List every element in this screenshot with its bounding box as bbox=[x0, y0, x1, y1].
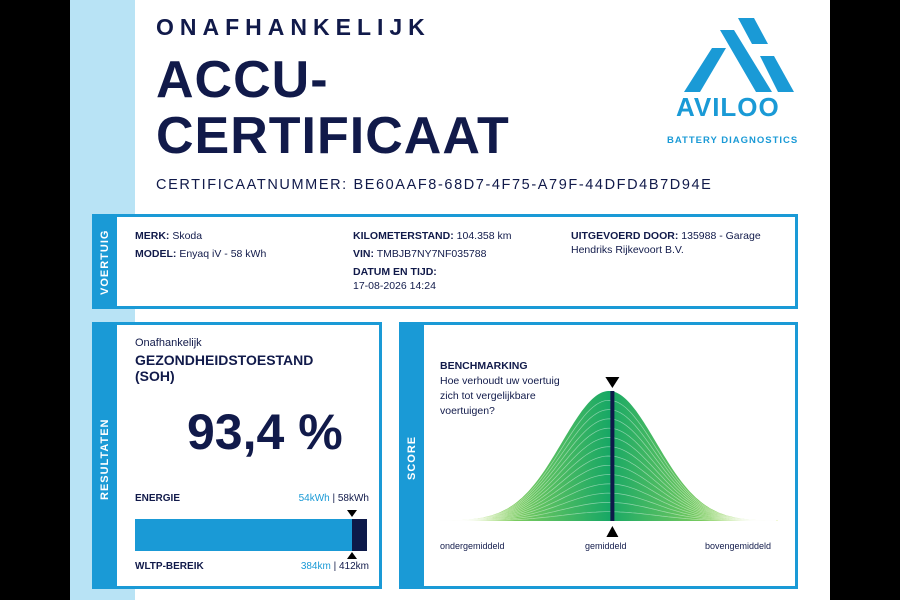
brand-field bbox=[135, 229, 202, 243]
sub-heading: ONAFHANKELIJK bbox=[156, 14, 431, 40]
datetime-label: DATUM EN TIJD: bbox=[353, 266, 437, 278]
model-label: MODEL: bbox=[135, 248, 177, 260]
score-tab-label: SCORE bbox=[406, 435, 418, 480]
energy-total: 58kWh bbox=[337, 493, 369, 504]
axis-label-mid: gemiddeld bbox=[585, 541, 627, 551]
soh-title-line-1: GEZONDHEIDSTOESTAND bbox=[135, 352, 314, 368]
datetime-value: 17-08-2026 14:24 bbox=[353, 280, 436, 292]
vin-label: VIN: bbox=[353, 248, 374, 260]
benchmark-heading: BENCHMARKING bbox=[440, 360, 528, 372]
certificate-number bbox=[156, 177, 712, 193]
vehicle-section bbox=[92, 214, 798, 309]
brand-value: Skoda bbox=[172, 230, 203, 242]
results-tab-label: RESULTATEN bbox=[99, 418, 111, 500]
energy-label: ENERGIE bbox=[135, 493, 181, 504]
performed-by-field bbox=[571, 229, 761, 257]
soh-small-label: Onafhankelijk bbox=[135, 337, 202, 349]
benchmark-question: Hoe verhoudt uw voertuig zich tot vergelijkbare voertuigen? bbox=[440, 375, 560, 417]
performed-by-label: UITGEVOERD DOOR: bbox=[571, 230, 679, 242]
model-field bbox=[135, 247, 266, 261]
axis-label-high: bovengemiddeld bbox=[705, 541, 772, 551]
vin-value: TMBJB7NY7NF035788 bbox=[376, 248, 487, 260]
energy-value bbox=[299, 493, 369, 504]
mileage-value: 104.358 km bbox=[456, 230, 512, 242]
wltp-separator: | bbox=[330, 561, 339, 572]
wltp-current: 384km bbox=[300, 561, 331, 572]
results-tab bbox=[95, 325, 117, 586]
score-section bbox=[399, 322, 798, 589]
performed-by-line-1: 135988 - Garage bbox=[681, 230, 761, 242]
page-title bbox=[156, 52, 510, 164]
wltp-label: WLTP-BEREIK bbox=[135, 561, 204, 572]
model-value: Enyaq iV - 58 kWh bbox=[179, 248, 267, 260]
wltp-value bbox=[301, 561, 369, 572]
mileage-label: KILOMETERSTAND: bbox=[353, 230, 454, 242]
certificate-number-value: BE60AAF8-68D7-4F75-A79F-44DFD4B7D94E bbox=[353, 177, 713, 193]
title-line-1: ACCU- bbox=[156, 51, 329, 109]
logo-name: AVILOO bbox=[676, 92, 780, 122]
results-section bbox=[92, 322, 382, 589]
certificate-number-label: CERTIFICAATNUMMER: bbox=[156, 177, 348, 193]
vin-field bbox=[353, 247, 486, 261]
datetime-field bbox=[353, 265, 437, 293]
benchmark-marker-top-icon bbox=[605, 377, 619, 388]
vehicle-tab bbox=[95, 217, 117, 306]
soh-marker-top-icon bbox=[347, 510, 357, 517]
brand-label: MERK: bbox=[135, 230, 170, 242]
wltp-total: 412km bbox=[338, 561, 369, 572]
soh-title bbox=[135, 352, 335, 384]
certificate-page bbox=[70, 0, 830, 600]
mileage-field bbox=[353, 229, 512, 243]
soh-bar-fill bbox=[135, 519, 352, 551]
soh-bar bbox=[135, 519, 367, 551]
title-line-2: CERTIFICAAT bbox=[156, 107, 510, 165]
energy-separator: | bbox=[329, 493, 338, 504]
performed-by-line-2: Hendriks Rijkevoort B.V. bbox=[571, 244, 684, 256]
vehicle-tab-label: VOERTUIG bbox=[99, 229, 111, 295]
benchmark-marker-bottom-icon bbox=[606, 526, 618, 537]
aviloo-logo-icon bbox=[660, 18, 800, 148]
logo-tagline: BATTERY DIAGNOSTICS bbox=[667, 135, 799, 146]
energy-current: 54kWh bbox=[298, 493, 330, 504]
soh-title-line-2: (SOH) bbox=[135, 368, 175, 384]
soh-value: 93,4 % bbox=[187, 404, 343, 460]
axis-label-low: ondergemiddeld bbox=[440, 541, 505, 551]
soh-marker-bottom-icon bbox=[347, 552, 357, 559]
